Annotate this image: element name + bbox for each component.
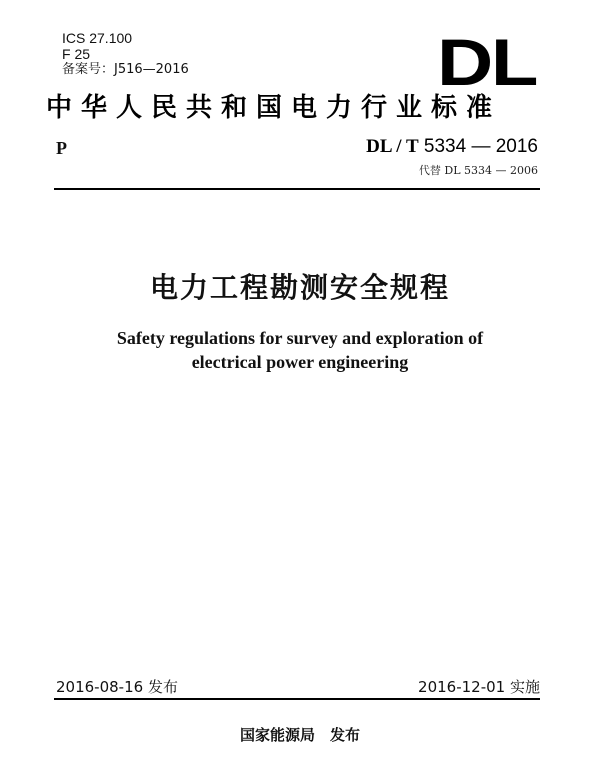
standard-number [348, 136, 538, 158]
replaces-standard: 代替 DL 5334 — 2006 [418, 164, 538, 177]
classification-code: F 25 [62, 46, 91, 62]
record-number: 备案号：J516—2016 [62, 62, 189, 77]
document-title-cn: 电力工程勘测安全规程 [149, 271, 450, 304]
implementation-date: 2016-12-01 实施 [418, 678, 540, 696]
standard-number-value: 5334 — 2016 [423, 136, 538, 157]
standard-letter: P [56, 138, 67, 158]
bottom-divider [54, 698, 540, 700]
document-title-en-line2: electrical power engineering [191, 352, 409, 372]
issue-date: 2016-08-16 发布 [56, 678, 178, 696]
standard-number-prefix: DL / T [366, 136, 419, 157]
dl-logo: DL [437, 25, 537, 99]
document-title-en [0, 326, 600, 374]
top-divider [54, 188, 540, 190]
publisher: 国家能源局 发布 [239, 726, 360, 744]
document-title-en-line1: Safety regulations for survey and exploration of [116, 328, 484, 348]
standard-category-title: 中华人民共和国电力行业标准 [46, 93, 502, 123]
ics-code: ICS 27.100 [62, 30, 133, 46]
